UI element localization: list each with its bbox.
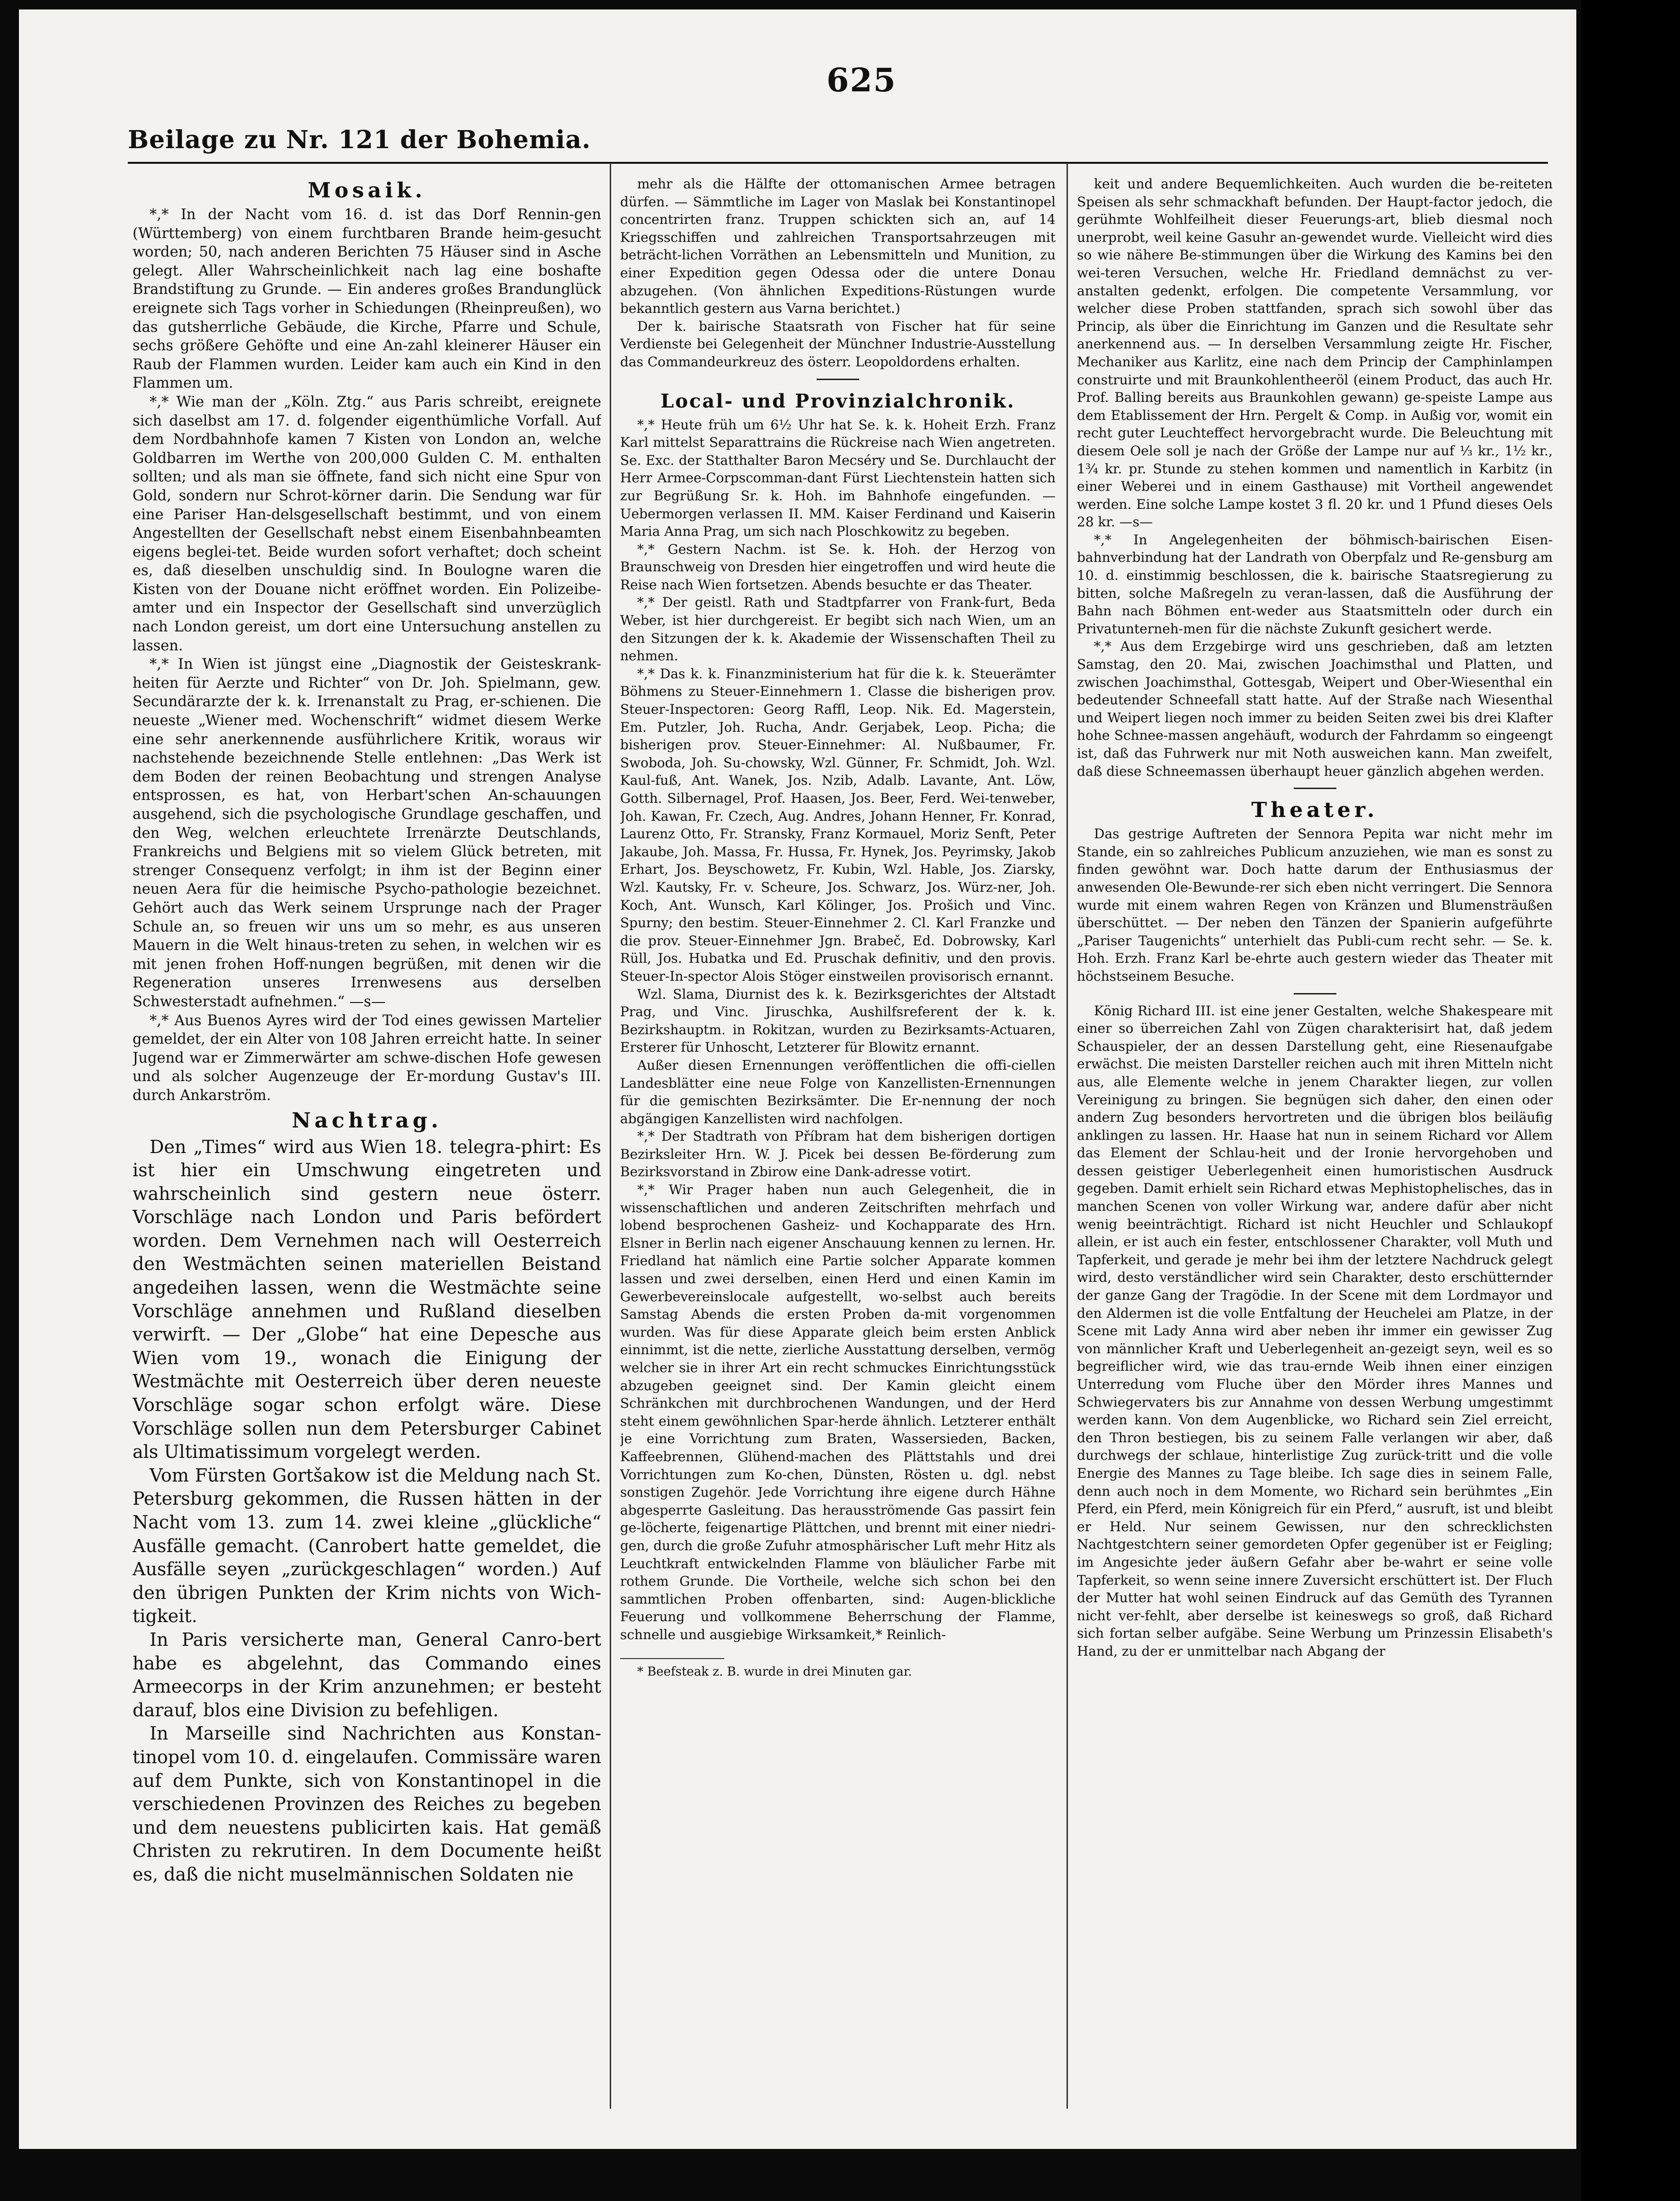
article-paragraph: *,* Der Stadtrath von Příbram hat dem bisherigen dortigen Bezirksleiter Hrn. W. J. Picek bei dessen Be-förderung zum Bezirksvorstand in Zbirow eine Dank-adresse votirt.: [620, 1128, 1056, 1180]
section-separator: [1294, 993, 1336, 994]
article-paragraph: In Paris versicherte man, General Canro-bert habe es abgelehnt, das Commando eines Armeecorps in der Krim anzunehmen; er besteht darauf, blos eine Division zu befehligen.: [133, 1629, 601, 1721]
article-paragraph: In Marseille sind Nachrichten aus Konstan-tinopel vom 10. d. eingelaufen. Commissäre waren auf dem Punkte, sich von Konstantinopel in die verschiedenen Provinzen des Reiches zu begeben und dem neuestens publicirten kais. Hat gemäß Christen zu rekrutiren. In dem Documente heißt es, daß die nicht muselmännischen Soldaten nie: [133, 1723, 601, 1885]
article-paragraph: Außer diesen Ernennungen veröffentlichen die offi-ciellen Landesblätter eine neue Folge von Kanzellisten-Ernennungen für die gemischten Bezirksämter. Die Er-nennung der noch abgängigen Kanzellisten wird nachfolgen.: [620, 1057, 1056, 1127]
heading-local-chronicle: Local- und Provinzialchronik.: [660, 390, 1015, 412]
article-paragraph: *,* Der geistl. Rath und Stadtpfarrer von Frank-furt, Beda Weber, ist hier durchgereist. Er begibt sich nach Wien, um an den Sitzungen der k. k. Akademie der Wissenschaften Theil zu nehmen.: [620, 595, 1056, 664]
article-paragraph: keit und andere Bequemlichkeiten. Auch wurden die be-reiteten Speisen als sehr schmackhaft befunden. Der Haupt-factor jedoch, die gerühmte Wohlfeilheit dieser Feuerungs-art, blieb diesmal noch unerprobt, weil keine Gasuhr an-gewendet wurde. Vielleicht wird dies so wie nähere Be-stimmungen über die Wirkung des Kamins bei den wei-teren Versuchen, welche Hr. Friedland demnächst zu ver-anstalten gedenkt, erfolgen. Die competente Versammlung, vor welcher diese Proben stattfanden, sprach sich sowohl über das Princip, als über die Einrichtung im Ganzen und die Resultate sehr anerkennend aus. — In derselben Versammlung zeigte Hr. Fischer, Mechaniker aus Karlitz, eine nach dem Princip der Camphinlampen construirte und mit Braunkohlentheeröl (einem Product, das auch Hr. Prof. Balling bereits aus Braunkohlen gewann) ge-speiste Lampe aus dem Etablissement der Hrn. Pergelt & Comp. in Außig vor, womit ein recht guter Leuchteffect hervorgebracht wurde. Die Beleuchtung mit diesem Oele soll je nach der Größe der Lampe nur auf ⅓ kr., 1½ kr., 1¾ kr. pr. Stunde zu stehen kommen und namentlich in Karbitz (in einer Weberei und in einem Gasthause) mit Vortheil angewendet werden. Eine solche Lampe kostet 3 fl. 20 kr. und 1 Pfund dieses Oels 28 kr. —s—: [1077, 176, 1553, 530]
article-paragraph: *,* In der Nacht vom 16. d. ist das Dorf Rennin-gen (Württemberg) von einem furchtbaren Brande heim-gesucht worden; 50, nach anderen Berichten 75 Häuser sind in Asche gelegt. Aller Wahrscheinlichkeit nach lag eine boshafte Brandstiftung zu Grunde. — Ein anderes großes Brandunglück ereignete sich Tags vorher in Schiedungen (Rheinpreußen), wo das gutsherrliche Gebäude, die Kirche, Pfarre und Schule, sechs größere Gehöfte und eine An-zahl kleinerer Häuser ein Raub der Flammen wurden. Leider kam auch ein Kind in den Flammen um.: [133, 206, 601, 392]
article-paragraph: *,* Wie man der „Köln. Ztg.“ aus Paris schreibt, ereignete sich daselbst am 17. d. folgender eigenthümliche Vorfall. Auf dem Nordbahnhofe kamen 7 Kisten von London an, welche Goldbarren im Werthe von 200,000 Gulden C. M. enthalten sollten; und als man sie öffnete, fand sich nicht eine Spur von Gold, sondern nur Schrot-körner darin. Die Sendung war für eine Pariser Han-delsgesellschaft bestimmt, und von einem Angestellten der Gesellschaft nebst einem Eisenbahnbeamten eigens beglei-tet. Beide wurden sofort verhaftet; doch scheint es, daß dieselben unschuldig sind. In Boulogne waren die Kisten von der Douane nicht eröffnet worden. Ein Polizeibe-amter und ein Inspector der Gesellschaft sind unverzüglich nach London gereist, um dort eine Untersuchung anstellen zu lassen.: [133, 393, 601, 654]
section-separator: [1294, 788, 1336, 789]
heading-nachtrag: Nachtrag.: [292, 1108, 442, 1133]
article-paragraph: *,* Aus dem Erzgebirge wird uns geschrieben, daß am letzten Samstag, den 20. Mai, zwischen Joachimsthal und Platten, und zwischen Joachimsthal, Gottesgab, Weipert und Ober-Wiesenthal ein bedeutender Schneefall statt hatte. Auf der Straße nach Wiesenthal und Weipert liegen noch immer zu beiden Seiten zwei bis drei Klafter hohe Schnee-massen angehäuft, wodurch der Fahrdamm so eingeengt ist, daß das Fuhrwerk nur mit Noth ausweichen kann. Man zweifelt, daß diese Schneemassen überhaupt heuer gänzlich abgehen werden.: [1077, 639, 1553, 779]
article-paragraph: *,* Das k. k. Finanzministerium hat für die k. k. Steuerämter Böhmens zu Steuer-Einnehmern 1. Classe die bisherigen prov. Steuer-Inspectoren: Georg Raffl, Leop. Nik. Ed. Magerstein, Em. Putzler, Joh. Rucha, Andr. Gerjabek, Leop. Picha; die bisherigen prov. Steuer-Einnehmer: Al. Nußbaumer, Fr. Swoboda, Joh. Su-chowsky, Wzl. Günner, Fr. Schmidt, Joh. Wzl. Kaul-fuß, Ant. Wanek, Jos. Nzib, Adalb. Lavante, Ant. Löw, Gotth. Silbernagel, Prof. Haasen, Jos. Beer, Ferd. Wei-tenweber, Joh. Kawan, Fr. Czech, Aug. Andres, Johann Henner, Fr. Konrad, Laurenz Otto, Fr. Stransky, Franz Kormauel, Moriz Senft, Peter Jakaube, Joh. Massa, Fr. Hussa, Fr. Hynek, Jos. Peyrimsky, Jakob Erhart, Jos. Beyschowetz, Fr. Kubin, Wzl. Hable, Jos. Ziarsky, Wzl. Kautsky, Fr. v. Scheure, Jos. Schwarz, Jos. Würz-ner, Joh. Koch, Ant. Wunsch, Karl Kölinger, Jos. Prošich und Vinc. Spurny; den bestim. Steuer-Einnehmer 2. Cl. Karl Franzke und die prov. Steuer-Einnehmer Jgn. Brabeč, Ed. Dobrowsky, Karl Rüll, Jos. Hubatka und Ed. Pruschak definitiv, und den provis. Steuer-In-spector Alois Stöger einstweilen provisorisch ernannt.: [620, 666, 1056, 984]
article-paragraph: *,* Aus Buenos Ayres wird der Tod eines gewissen Martelier gemeldet, der ein Alter von 108 Jahren erreicht hatte. In seiner Jugend war er Zimmerwärter am schwe-dischen Hofe gewesen und als solcher Augenzeuge der Er-mordung Gustav's III. durch Ankarström.: [133, 1012, 601, 1104]
header-rule: [128, 162, 1548, 164]
section-separator: [817, 379, 859, 380]
heading-theater: Theater.: [1251, 798, 1378, 823]
newspaper-page: [19, 9, 1576, 2149]
article-paragraph: Wzl. Slama, Diurnist des k. k. Bezirksgerichtes der Altstadt Prag, und Vinc. Jiruschka, Aushilfsreferent der k. k. Bezirkshauptm. in Rokitzan, wurden zu Bezirksamts-Actuaren, Ersterer für Unhoscht, Letzterer für Blowitz ernannt.: [620, 986, 1056, 1056]
article-paragraph: Den „Times“ wird aus Wien 18. telegra-phirt: Es ist hier ein Umschwung eingetreten und wahrscheinlich sind gestern neue österr. Vorschläge nach London und Paris befördert worden. Dem Vernehmen nach will Oesterreich den Westmächten seinen materiellen Beistand angedeihen lassen, wenn die Westmächte seine Vorschläge annehmen und Rußland dieselben verwirft. — Der „Globe“ hat eine Depesche aus Wien vom 19., wonach die Einigung der Westmächte mit Oesterreich über deren neueste Vorschläge sogar schon erfolgt wäre. Diese Vorschläge sollen nun dem Petersburger Cabinet als Ultimatissimum vorgelegt werden.: [133, 1136, 601, 1463]
column-3: [1077, 175, 1553, 2116]
article-paragraph: Das gestrige Auftreten der Sennora Pepita war nicht mehr im Stande, ein so zahlreiches Publicum anzuziehen, wie man es sonst zu finden gewöhnt war. Doch hatte darum der Enthusiasmus der anwesenden Ole-Bewunde-rer sich eben nicht verringert. Die Sennora wurde mit einem wahren Regen von Kränzen und Blumensträußen überschüttet. — Der neben den Tänzen der Spanierin aufgeführte „Pariser Taugenichts“ unterhielt das Publi-cum recht sehr. — Se. k. Hoh. Erzh. Franz Karl be-ehrte auch gestern wieder das Theater mit höchstseinem Besuche.: [1077, 826, 1553, 984]
column-1: [133, 175, 601, 2116]
article-paragraph: Der k. bairische Staatsrath von Fischer hat für seine Verdienste bei Gelegenheit der Münchner Industrie-Ausstellung das Commandeurkreuz des österr. Leopoldordens erhalten.: [620, 318, 1056, 370]
supplement-title: Beilage zu Nr. 121 der Bohemia.: [128, 125, 591, 154]
column-2: [620, 175, 1056, 2116]
article-paragraph: *,* Heute früh um 6½ Uhr hat Se. k. k. Hoheit Erzh. Franz Karl mittelst Separattrains die Rückreise nach Wien angetreten. Se. Exc. der Statthalter Baron Mecséry und Se. Durchlaucht der Herr Armee-Corpscomman-dant Fürst Liechtenstein hatten sich zur Begrüßung Sr. k. Hoh. im Bahnhofe eingefunden. — Uebermorgen verlassen II. MM. Kaiser Ferdinand und Kaiserin Maria Anna Prag, um sich nach Ploschkowitz zu begeben.: [620, 417, 1056, 540]
heading-mosaik: Mosaik.: [308, 178, 426, 203]
article-paragraph: *,* Gestern Nachm. ist Se. k. Hoh. der Herzog von Braunschweig von Dresden hier eingetroffen und wird heute die Reise nach Wien fortsetzen. Abends besuchte er das Theater.: [620, 541, 1056, 593]
scan-border: [1581, 0, 1680, 2201]
article-paragraph: *,* In Wien ist jüngst eine „Diagnostik der Geisteskrank-heiten für Aerzte und Richter“ von Dr. Joh. Spielmann, gew. Secundärarzte der k. k. Irrenanstalt zu Prag, er-schienen. Die neueste „Wiener med. Wochenschrift“ widmet diesem Werke eine sehr anerkennende ausführlichere Kritik, woraus wir nachstehende bezeichnende Stelle entlehnen: „Das Werk ist dem Boden der reinen Beobachtung und strengen Analyse entsprossen, es hat, von Herbart'schen An-schauungen ausgehend, sich die psychologische Grundlage geschaffen, und den Weg, welchen erleuchtete Irrenärzte Deutschlands, Frankreichs und Belgiens mit so vielem Glück betreten, mit strenger Consequenz verfolgt; in ihm ist der Beginn einer neuen Aera für die heimische Psycho-pathologie bezeichnet. Gehört auch das Werk seinem Ursprunge nach der Prager Schule an, so freuen wir uns um so mehr, es aus unseren Mauern in die Welt hinaus-treten zu sehen, in welchen wir es mit jenen frohen Hoff-nungen begrüßen, mit denen wir die Regeneration unseres Irrenwesens aus derselben Schwesterstadt aufnehmen.“ —s—: [133, 656, 601, 1010]
column-rule-1: [610, 163, 611, 2109]
footnote-rule: [620, 1658, 724, 1659]
article-paragraph: *,* Wir Prager haben nun auch Gelegenheit, die in wissenschaftlichen und anderen Zeitschriften mehrfach und lobend besprochenen Gasheiz- und Kochapparate des Hrn. Elsner in Berlin nach eigener Anschauung kennen zu lernen. Hr. Friedland hat nämlich eine Partie solcher Apparate kommen lassen und zwei derselben, einen Herd und einen Kamin im Gewerbevereinslocale aufgestellt, wo-selbst auch bereits Samstag Abends die ersten Proben da-mit vorgenommen wurden. Was für diese Apparate gleich beim ersten Anblick einnimmt, ist die nette, zierliche Ausstattung derselben, vermög welcher sie in ihrer Art ein recht schmuckes Einrichtungsstück abzugeben geeignet sind. Der Kamin gleicht einem Schränkchen mit durchbrochenen Wandungen, und der Herd steht einem gewöhnlichen Spar-herde ähnlich. Letzterer enthält je eine Vorrichtung zum Braten, Wassersieden, Backen, Kaffeebrennen, Glühend-machen des Plättstahls und drei Vorrichtungen zum Ko-chen, Dünsten, Rösten u. dgl. nebst sonstigen Zugehör. Jede Vorrichtung ihre eigene durch Hähne abgesperrte Gasleitung. Das herausströmende Gas passirt fein ge-löcherte, feigenartige Plättchen, und brennt mit einer niedri-gen, durch die große Zufuhr atmosphärischer Luft mehr Hitz als Leuchtkraft entwickelnden Flamme von bläulicher Farbe mit rothem Grunde. Die Vortheile, welche sich schon bei den sammtlichen Proben offenbarten, sind: Augen-blickliche Feuerung und vollkommene Beherrschung der Flamme, schnelle und ausgiebige Wirksamkeit,* Reinlich-: [620, 1182, 1056, 1642]
page-number: 625: [827, 62, 897, 99]
footnote: * Beefsteak z. B. wurde in drei Minuten gar.: [637, 1664, 912, 1679]
article-paragraph: König Richard III. ist eine jener Gestalten, welche Shakespeare mit einer so überreichen Zahl von Zügen charakterisirt hat, daß jedem Schauspieler, der an dessen Darstellung geht, eine Riesenaufgabe erwächst. Die meisten Darsteller reichen auch mit ihren Mitteln nicht aus, alle Elemente welche in jenem Charakter liegen, zur vollen Vereinigung zu bringen. Sie begnügen sich daher, den einen oder andern Zug besonders hervortreten und die übrigen blos beiläufig anklingen zu lassen. Hr. Haase hat nun in seinem Richard vor Allem das Element der Schlau-heit und der Ironie hervorgehoben und dessen geistiger Ueberlegenheit einen humoristischen Ausdruck gegeben. Damit erhielt sein Richard etwas Mephistophelisches, das in manchen Scenen von voller Wirkung war, andere dafür aber nicht wenig beeinträchtigt. Richard ist nicht Heuchler und Schlaukopf allein, er ist auch ein fester, entschlossener Charakter, voll Muth und Tapferkeit, und gerade je mehr bei ihm der letztere Nachdruck gelegt wird, desto verständlicher wird sein Charakter, desto erschütternder der ganze Gang der Tragödie. In der Scene mit dem Lordmayor und den Aldermen ist die volle Entfaltung der Heuchelei am Platze, in der Scene mit Lady Anna wird aber neben ihr immer ein gewisser Zug von männlicher Kraft und Ueberlegenheit an-gezeigt seyn, weil es so begreiflicher wird, wie das trau-ernde Weib ihnen einer einzigen Unterredung vom Fluche über den Mörder ihres Mannes und Schwiegervaters bis zur Annahme von dessen Werbung umgestimmt werden kann. Von dem Augenblicke, wo Richard sein Ziel erreicht, den Thron bestiegen, bis zu seinem Falle verlangen wir aber, daß durchwegs der schlaue, hinterlistige Zug zurück-tritt und die volle Energie des Mannes zu Tage bleibe. Ich sage dies in seinem Falle, denn auch noch in dem Momente, wo Richard sein berühmtes „Ein Pferd, ein Pferd, mein Königreich für ein Pferd,“ ausruft, ist und bleibt er Held. Nur seinem Gewissen, nur den schrecklichsten Nachtgestchtern seiner gemordeten Opfer gegenüber ist er Feigling; im Angesichte jeder äußern Gefahr aber be-wahrt er seine volle Tapferkeit, so wenn seine innere Zuversicht erschüttert ist. Der Fluch der Mutter hat wohl seinen Eindruck auf das Gemüth des Tyrannen nicht ver-fehlt, aber derselbe ist keineswegs so groß, daß Richard sich fortan selber aufgäbe. Seine Werbung um Prinzessin Elisabeth's Hand, zu der er unmittelbar nach Abgang der: [1077, 1003, 1553, 1659]
article-paragraph: mehr als die Hälfte der ottomanischen Armee betragen dürfen. — Sämmtliche im Lager von Maslak bei Konstantinopel concentrirten franz. Truppen schickten sich an, auf 14 Kriegsschiffen und zahlreichen Transportsahrzeugen mit beträcht-lichen Vorräthen an Lebensmitteln und Munition, zu einer Expedition gegen Odessa oder die untere Donau abzugehen. (Von ähnlichen Expeditions-Rüstungen wurde bekanntlich gestern aus Varna berichtet.): [620, 176, 1056, 317]
column-rule-2: [1067, 163, 1068, 2109]
article-paragraph: *,* In Angelegenheiten der böhmisch-bairischen Eisen-bahnverbindung hat der Landrath von Oberpfalz und Re-gensburg am 10. d. einstimmig beschlossen, die k. bairische Staatsregierung zu bitten, solche Maßregeln zu veran-lassen, daß die Ausführung der Bahn nach Böhmen ent-weder aus Staatsmitteln oder durch ein Privatunterneh-men für die nächste Zukunft gesichert werde.: [1077, 532, 1553, 637]
article-paragraph: Vom Fürsten Gortšakow ist die Meldung nach St. Petersburg gekommen, die Russen hätten in der Nacht vom 13. zum 14. zwei kleine „glückliche“ Ausfälle gemacht. (Canrobert hatte gemeldet, die Ausfälle seyen „zurückgeschlagen“ worden.) Auf den übrigen Punkten der Krim nichts von Wich-tigkeit.: [133, 1464, 601, 1627]
